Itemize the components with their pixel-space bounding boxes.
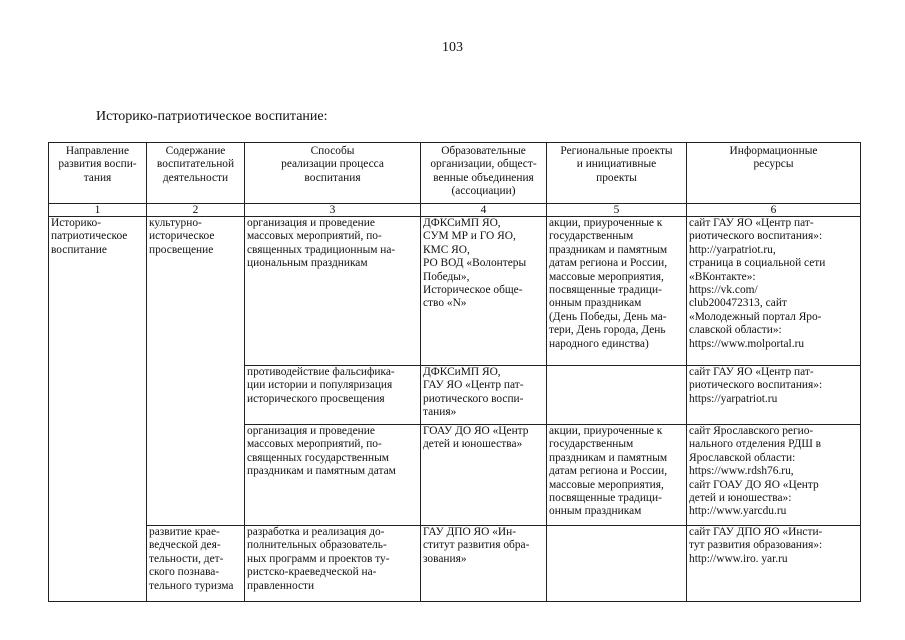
organizations-cell: ДФКСиМП ЯО, ГАУ ЯО «Центр пат- риотического воспи- тания» [421, 366, 547, 425]
content-cell: развитие крае- ведческой дея- тельности, дет- ского познава- тельного туризма [147, 526, 245, 602]
column-number: 6 [687, 204, 861, 217]
header-methods: Способы реализации процесса воспитания [245, 143, 421, 204]
section-title: Историко-патриотическое воспитание: [96, 109, 328, 124]
projects-cell: акции, приуроченные к государственным праздникам и памятным датам региона и России, массовые мероприятия, посвященные традици- онным праздникам [547, 425, 687, 526]
method-cell: организация и проведение массовых мероприятий, по- священных традиционным на- циональным праздникам [245, 217, 421, 366]
table-row [49, 526, 861, 602]
column-number: 3 [245, 204, 421, 217]
column-number-row [49, 204, 861, 217]
column-number: 2 [147, 204, 245, 217]
organizations-cell: ГАУ ДПО ЯО «Ин- ститут развития обра- зования» [421, 526, 547, 602]
header-resources: Информационные ресурсы [687, 143, 861, 204]
resources-cell: сайт ГАУ ЯО «Центр пат- риотического воспитания»: http://yarpatriot.ru, страница в социальной сети «ВКонтакте»: https://vk.com/ club200472313, сайт «Молодежный портал Яро- славской области»: https://www.molportal.ru [687, 217, 861, 366]
resources-cell: сайт Ярославского регио- нального отделения РДШ в Ярославской области: https://www.rdsh76.ru, сайт ГОАУ ДО ЯО «Центр детей и юношества»: http://www.yarcdu.ru [687, 425, 861, 526]
projects-cell [547, 366, 687, 425]
page-number: 103 [442, 40, 463, 55]
resources-cell: сайт ГАУ ЯО «Центр пат- риотического воспитания»: https://yarpatriot.ru [687, 366, 861, 425]
method-cell: организация и проведение массовых мероприятий, по- священных государственным праздникам и памятным датам [245, 425, 421, 526]
header-row [49, 143, 861, 204]
table-row [49, 217, 861, 366]
header-organizations: Образовательные организации, общест- венные объединения (ассоциации) [421, 143, 547, 204]
column-number: 4 [421, 204, 547, 217]
resources-cell: сайт ГАУ ДПО ЯО «Инсти- тут развития образования»: http://www.iro. yar.ru [687, 526, 861, 602]
method-cell: противодействие фальсифика- ции истории и популяризация исторического просвещения [245, 366, 421, 425]
projects-cell [547, 526, 687, 602]
content-cell: культурно- историческое просвещение [147, 217, 245, 526]
organizations-cell: ГОАУ ДО ЯО «Центр детей и юношества» [421, 425, 547, 526]
direction-cell: Историко- патриотическое воспитание [49, 217, 147, 602]
education-plan-table [48, 142, 861, 602]
projects-cell: акции, приуроченные к государственным праздникам и памятным датам региона и России, массовые мероприятия, посвященные традици- онным праздникам (День Победы, День ма- тери, День города, День народного единства) [547, 217, 687, 366]
header-direction: Направление развития воспи- тания [49, 143, 147, 204]
method-cell: разработка и реализация до- полнительных образователь- ных программ и проектов ту- ристско-краеведческой на- правленности [245, 526, 421, 602]
header-projects: Региональные проекты и инициативные проекты [547, 143, 687, 204]
column-number: 1 [49, 204, 147, 217]
header-content: Содержание воспитательной деятельности [147, 143, 245, 204]
column-number: 5 [547, 204, 687, 217]
organizations-cell: ДФКСиМП ЯО, СУМ МР и ГО ЯО, КМС ЯО, РО ВОД «Волонтеры Победы», Историческое обще- ство «N» [421, 217, 547, 366]
